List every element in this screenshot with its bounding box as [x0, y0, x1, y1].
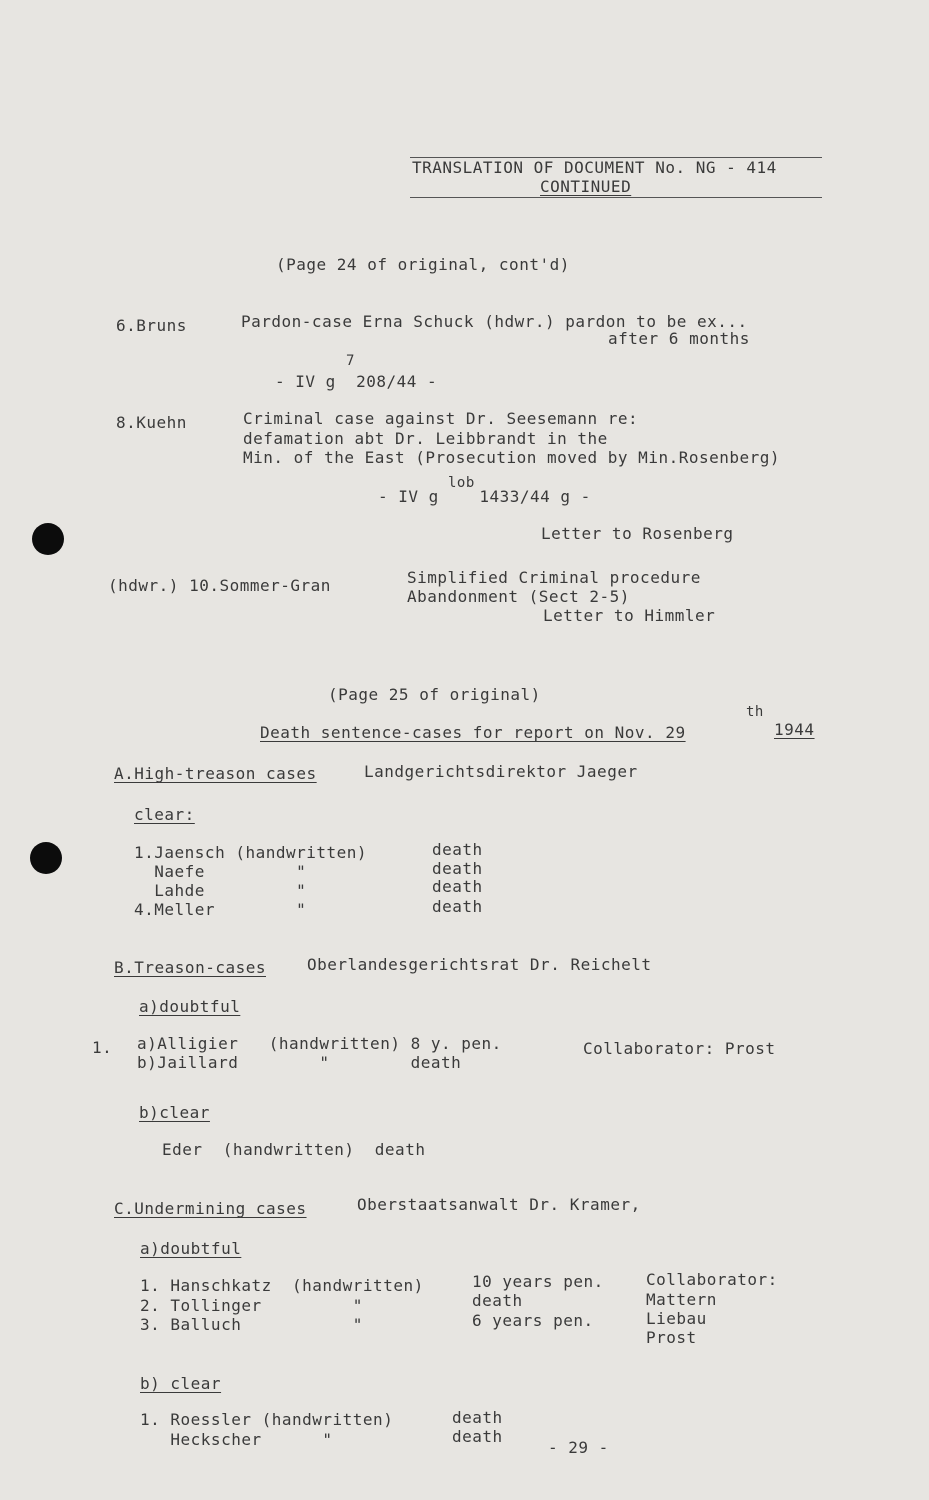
section-b-num: 1. — [92, 1038, 113, 1057]
section-a-heading: A.High-treason cases — [114, 764, 317, 783]
section-c-row-1-collab: Collaborator: — [646, 1270, 778, 1289]
punch-hole-bottom — [30, 842, 62, 874]
section-b-row2: b)Jaillard " death — [137, 1053, 462, 1072]
section-c-row2-1-name: 1. Roessler (handwritten) — [140, 1410, 394, 1429]
sommer-line3: Letter to Himmler — [543, 606, 716, 625]
section-c-row-2-sentence: death — [472, 1291, 523, 1310]
section-c-row-3-collab: Liebau — [646, 1309, 707, 1328]
section-a-row-3-name: Lahde " — [134, 881, 307, 900]
section-a-row-4-sentence: death — [432, 897, 483, 916]
sommer-line1: Simplified Criminal procedure — [407, 568, 701, 587]
death-heading: Death sentence-cases for report on Nov. 29 — [260, 723, 686, 742]
section-b-heading: B.Treason-cases — [114, 958, 266, 977]
kuehn-sup: lob — [448, 475, 475, 491]
section-c-row-1-name: 1. Hanschkatz (handwritten) — [140, 1276, 424, 1295]
section-c-row-1-sentence: 10 years pen. — [472, 1272, 604, 1291]
section-c-row-3-name: 3. Balluch " — [140, 1315, 363, 1334]
section-b-clear: b)clear — [139, 1103, 210, 1122]
death-heading-sup: th — [746, 704, 764, 720]
kuehn-num: 8.Kuehn — [116, 413, 187, 432]
kuehn-line3: Min. of the East (Prosecution moved by Min.Rosenberg) — [243, 448, 781, 467]
bruns-text1: Pardon-case Erna Schuck (hdwr.) pardon to be ex... — [241, 312, 748, 331]
header-line1: TRANSLATION OF DOCUMENT No. NG - 414 — [412, 158, 777, 177]
section-c-heading: C.Undermining cases — [114, 1199, 307, 1218]
section-c-clear: b) clear — [140, 1374, 222, 1393]
section-b-doubtful: a)doubtful — [139, 997, 241, 1016]
page24-note: (Page 24 of original, cont'd) — [276, 255, 570, 274]
section-b-collab: Collaborator: Prost — [583, 1039, 776, 1058]
section-c-row2-2-sentence: death — [452, 1427, 503, 1446]
section-b-official: Oberlandesgerichtsrat Dr. Reichelt — [307, 955, 652, 974]
section-b-row1: a)Alligier (handwritten) 8 y. pen. — [137, 1034, 502, 1053]
kuehn-letter: Letter to Rosenberg — [541, 524, 734, 543]
section-c-row-3-sentence: 6 years pen. — [472, 1311, 594, 1330]
page25-note: (Page 25 of original) — [328, 685, 541, 704]
header-rule-bottom — [410, 197, 822, 198]
section-a-row-2-sentence: death — [432, 859, 483, 878]
sommer-num: (hdwr.) 10.Sommer-Gran — [108, 576, 331, 595]
punch-hole-top — [32, 523, 64, 555]
section-a-row-2-name: Naefe " — [134, 862, 307, 881]
kuehn-line2: defamation abt Dr. Leibbrandt in the — [243, 429, 608, 448]
section-a-clear: clear: — [134, 805, 195, 824]
section-c-row2-1-sentence: death — [452, 1408, 503, 1427]
section-c-row-4-collab: Prost — [646, 1328, 697, 1347]
section-a-official: Landgerichtsdirektor Jaeger — [364, 762, 638, 781]
sommer-line2: Abandonment (Sect 2-5) — [407, 587, 630, 606]
kuehn-ref: - IV g 1433/44 g - — [378, 487, 591, 506]
page-number: - 29 - — [548, 1438, 609, 1457]
death-heading-year: 1944 — [774, 720, 815, 739]
section-a-row-1-name: 1.Jaensch (handwritten) — [134, 843, 368, 862]
section-a-row-1-sentence: death — [432, 840, 483, 859]
section-a-row-3-sentence: death — [432, 877, 483, 896]
header-line2: CONTINUED — [540, 177, 632, 196]
section-c-doubtful: a)doubtful — [140, 1239, 242, 1258]
bruns-text2: after 6 months — [608, 329, 750, 348]
section-c-row2-2-name: Heckscher " — [140, 1430, 333, 1449]
section-c-official: Oberstaatsanwalt Dr. Kramer, — [357, 1195, 641, 1214]
section-c-row-2-collab: Mattern — [646, 1290, 717, 1309]
bruns-ref: - IV g 208/44 - — [275, 372, 438, 391]
section-a-row-4-name: 4.Meller " — [134, 900, 307, 919]
section-c-row-2-name: 2. Tollinger " — [140, 1296, 363, 1315]
section-b-eder: Eder (handwritten) death — [162, 1140, 426, 1159]
bruns-num: 6.Bruns — [116, 316, 187, 335]
kuehn-line1: Criminal case against Dr. Seesemann re: — [243, 409, 639, 428]
header-rule-top — [410, 157, 822, 158]
bruns-sup: 7 — [346, 353, 355, 369]
